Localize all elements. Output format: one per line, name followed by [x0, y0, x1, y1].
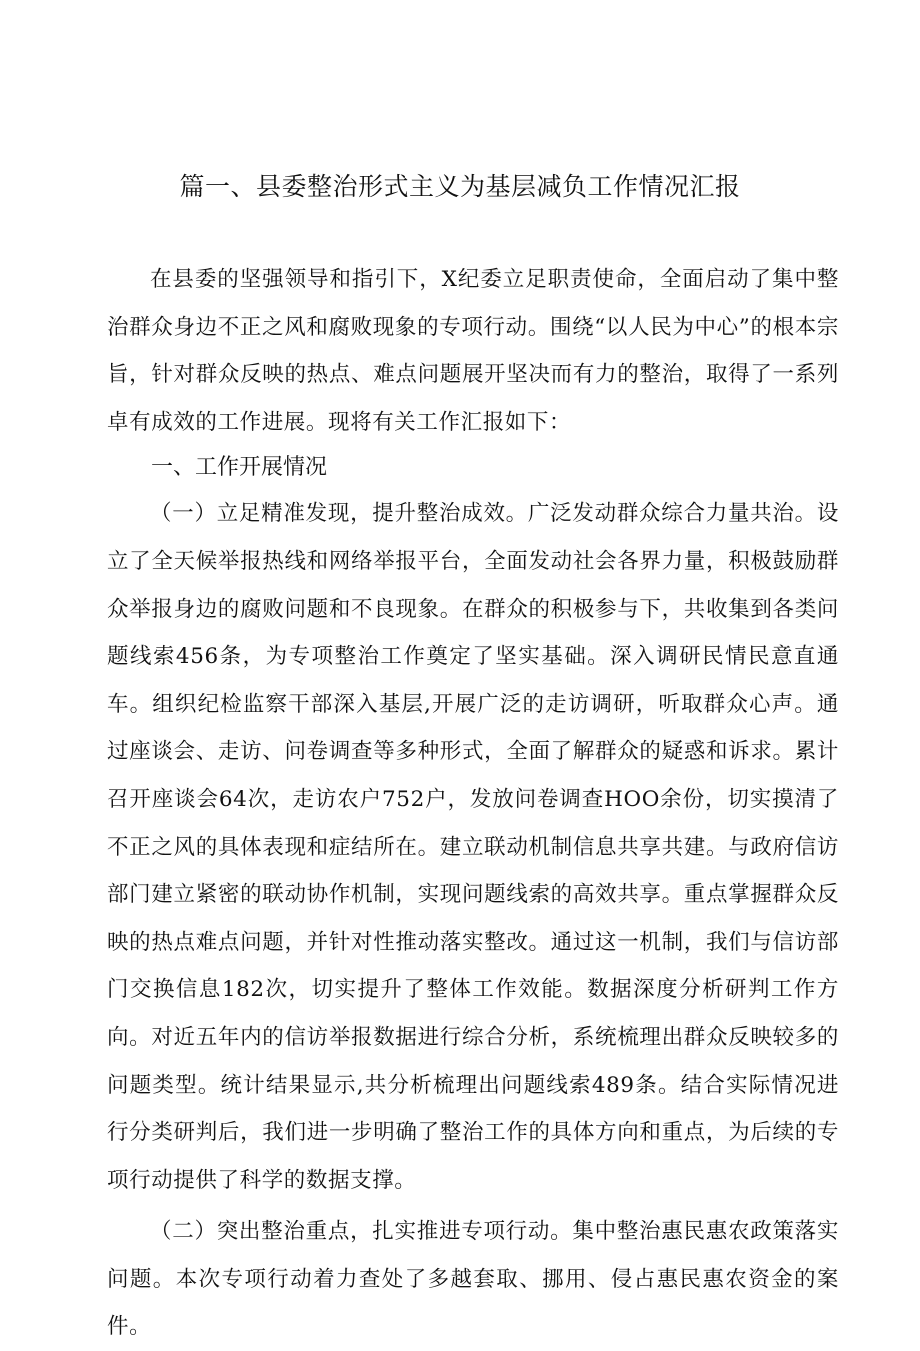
document-body	[107, 256, 839, 1351]
section-heading: 一、工作开展情况	[151, 455, 328, 481]
document-title: 篇一、县委整治形式主义为基层减负工作情况汇报	[179, 172, 741, 201]
intro-paragraph: 在县委的坚强领导和指引下，X纪委立足职责使命，全面启动了集中整治群众身边不正之风和腐败现象的专项行动。围绕“以人民为中心”的根本宗旨，针对群众反映的热点、难点问题展开坚决而有力的整治，取得了一系列卓有成效的工作进展。现将有关工作汇报如下：	[107, 267, 839, 435]
body-paragraph-2: （二）突出整治重点，扎实推进专项行动。集中整治惠民惠农政策落实问题。本次专项行动着力查处了多越套取、挪用、侵占惠民惠农资金的案件。	[107, 1219, 839, 1340]
body-paragraph-1: （一）立足精准发现，提升整治成效。广泛发动群众综合力量共治。设立了全天候举报热线和网络举报平台，全面发动社会各界力量，积极鼓励群众举报身边的腐败问题和不良现象。在群众的积极参与下，共收集到各类问题线索456条，为专项整治工作奠定了坚实基础。深入调研民情民意直通车。组织纪检监察干部深入基层,开展广泛的走访调研，听取群众心声。通过座谈会、走访、问卷调查等多种形式，全面了解群众的疑惑和诉求。累计召开座谈会64次，走访农户752户，发放问卷调查HOO余份，切实摸清了不正之风的具体表现和症结所在。建立联动机制信息共享共建。与政府信访部门建立紧密的联动协作机制，实现问题线索的高效共享。重点掌握群众反映的热点难点问题，并针对性推动落实整改。通过这一机制，我们与信访部门交换信息182次，切实提升了整体工作效能。数据深度分析研判工作方向。对近五年内的信访举报数据进行综合分析，系统梳理出群众反映较多的问题类型。统计结果显示,共分析梳理出问题线索489条。结合实际情况进行分类研判后，我们进一步明确了整治工作的具体方向和重点，为后续的专项行动提供了科学的数据支撑。	[107, 501, 839, 1193]
